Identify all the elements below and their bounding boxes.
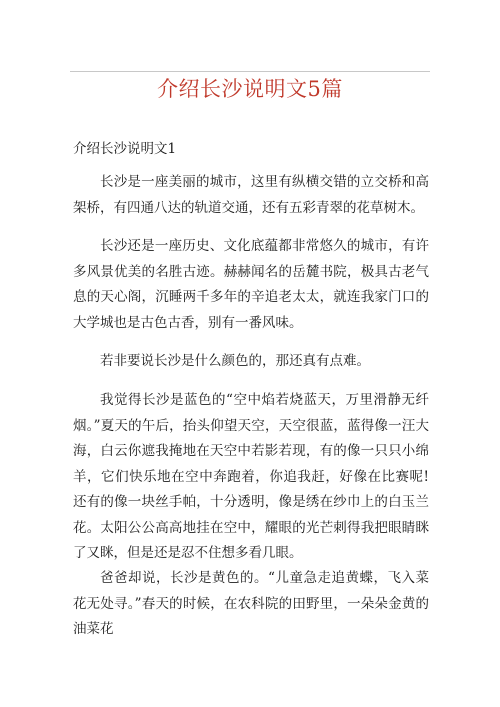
paragraph-2: 长沙还是一座历史、文化底蕴都非常悠久的城市，有许多风景优美的名胜古迹。赫赫闻名的岳麓书院，极具古老气息的天心阁，沉睡两千多年的辛追老太太，就连我家门口的大学城也是古色古香，别有一番风味。	[73, 238, 429, 331]
paragraph-1: 长沙是一座美丽的城市，这里有纵横交错的立交桥和高架桥，有四通八达的轨道交通，还有五彩青翠的花草树木。	[73, 174, 429, 216]
paragraph-4: 我觉得长沙是蓝色的“空中焰若烧蓝天，万里滑静无纤烟。”夏天的午后，抬头仰望天空，天空很蓝，蓝得像一汪大海，白云你遮我掩地在天空中若影若现，有的像一只只小绵羊，它们快乐地在空中奔跑着，你追我赶，好像在比赛呢!还有的像一块丝手帕，十分透明，像是绣在纱巾上的白玉兰花。太阳公公高高地挂在空中，耀眼的光芒刺得我把眼睛眯了又眯，但是还是忍不住想多看几眼。	[73, 392, 429, 561]
paragraph-3: 若非要说长沙是什么颜色的，那还真有点难。	[100, 353, 370, 369]
section-heading: 介绍长沙说明文1	[73, 141, 177, 157]
header-divider	[70, 71, 430, 72]
paragraph-5: 爸爸却说，长沙是黄色的。“儿童急走追黄蝶，飞入菜花无处寻。”春天的时候，在农科院的田野里，一朵朵金黄的油菜花	[73, 570, 429, 637]
document-title: 介绍长沙说明文5篇	[157, 77, 343, 101]
